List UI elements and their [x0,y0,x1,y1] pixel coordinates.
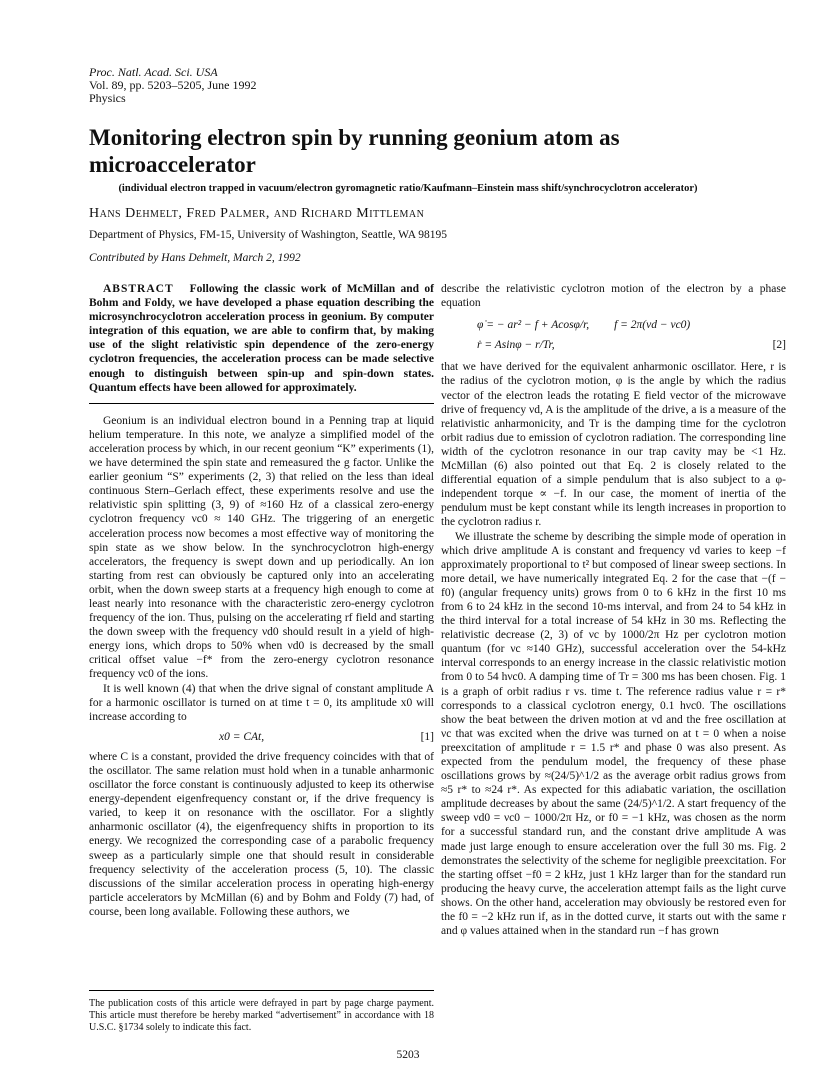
journal-header [89,66,256,105]
right-column [441,282,786,938]
left-column [89,282,434,919]
right-paragraph-3: We illustrate the scheme by describing the simple mode of operation in which drive amplitude A is constant and frequency νd varies to keep −f approximately proportional to t² but composed of linear sweep sections. In more detail, we have numerically integrated Eq. 2 for the case that −(f − f0) (angular frequency units) grows from 0 to 6 kHz in the first 10 ms from 6 to 24 kHz in the second 10-ms interval, and from 24 to 54 kHz in the third interval for a total increase of 54 kHz in 30 ms. Reflecting the relativistic decrease (2, 3) of νc by 1000/2π Hz per cyclotron motion quantum (for νc ≈140 GHz), successful acceleration over the 54-kHz interval corresponds to an energy increase in the classic relativistic motion from 0 to 54 hνc0. A damping time of Tr = 300 ms has been chosen. Fig. 1 is a graph of orbit radius r vs. time t. The reference radius value r = r* corresponds to a classical cyclotron energy, 0.1 hνc0. The oscillations show the beat between the driven motion at νd and the free oscillation at νc that was excited when the drive was turned on at t = 0 when a noise preexcitation of amplitude r = 1.5 r* and phase 0 was also present. As expected from the pendulum model, the frequency of these phase oscillations grows by ≈(24/5)^1/2 as the average orbit radius grows from ≈5 r* to ≈24 r*. As expected for this adiabatic variation, the oscillation amplitude decreases by about the same (24/5)^1/2. A start frequency of the sweep νd0 = νc0 − 1000/2π Hz, or f0 = −1 kHz, was chosen as the norm for a successful standard run, and the constant drive amplitude A was made just large enough to ensure acceleration over the full 30 ms. Fig. 2 demonstrates the selectivity of the scheme for negligible preexcitation. For the starting offset −f0 = 2 kHz, just 1 kHz larger than for the standard run producing the heavy curve, the acceleration attempt fails as the light curve shows. On the other hand, acceleration may obviously be restored even for the f0 = −2 kHz run if, as in the dotted curve, it starts out with the same r and φ values attained when in the standard run −f has grown [441,530,786,938]
authors: Hans Dehmelt, Fred Palmer, and Richard Mittleman [89,206,425,221]
paper-title: Monitoring electron spin by running geonium atom as microaccelerator [89,125,620,177]
equation-1 [89,730,434,744]
contributed-by: Contributed by Hans Dehmelt, March 2, 1992 [89,252,301,264]
equation-1-number: [1] [420,730,434,743]
abstract-text: Following the classic work of McMillan and of Bohm and Foldy, we have developed a phase equation describing the microsynchrocyclotron acceleration process in geonium. By computer integration of this equation, we are able to confirm that, by making use of the slight relativistic spin dependence of the zero-energy cyclotron frequencies, the acceleration process can be made selective enough to distinguish between spin-up and spin-down states. Quantum effects have been allowed for approximately. [89,283,434,394]
publication-footnote: The publication costs of this article were defrayed in part by page charge payment. This article must therefore be hereby marked “advertisement” in accordance with 18 U.S.C. §1734 solely to indicate this fact. [89,990,434,1034]
equation-2-phi: φ̇ = − ar² − f + Acosφ/r, [477,319,590,332]
equation-2-f: f = 2π(νd − νc0) [614,319,691,332]
abstract-divider [89,403,434,404]
body-paragraph-2: It is well known (4) that when the drive signal of constant amplitude A for a harmonic oscillator is turned on at time t = 0, its amplitude x0 will increase according to [89,682,434,723]
journal-name: Proc. Natl. Acad. Sci. USA [89,65,218,79]
journal-section: Physics [89,91,126,105]
equation-2-row-1 [441,318,786,332]
page-number: 5203 [396,1049,420,1061]
body-paragraph-1: Geonium is an individual electron bound in a Penning trap at liquid helium temperature. In this note, we analyze a simplified model of the acceleration process by which, in our recent geonium “K” experiments (1), we have determined the spin state and remeasured the g factor. Unlike the earlier geonium “S” experiments (2, 3) that relied on the less than ideal continuous Stern–Gerlach effect, these experiments resolve and use the relativistic spin splitting (3, 9) of ≈160 Hz of a classical zero-energy cyclotron frequency νc0 ≈ 140 GHz. The triggering of an energetic acceleration process now becomes a most effective way of monitoring the spin state as we show below. In the synchrocyclotron high-energy accelerators, the frequency is swept down and up periodically. An ion starting from rest can obviously be captured only into an accelerating orbit, when the down sweep starts at a frequency high enough to come at least nearly into resonance with the characteristic zero-energy cyclotron frequency of the ion. Thus, pulsing on the accelerating rf field and starting the down sweep with the frequency νd0 should result in a yield of high-energy ions, which drops to 50% when νd0 is decreased by the small critical offset value −f* from the zero-energy cyclotron resonance frequency νc0 of the ions. [89,414,434,681]
equation-1-body: x0 = CAt, [219,730,265,743]
journal-volume: Vol. 89, pp. 5203–5205, June 1992 [89,78,257,92]
body-paragraph-3: where C is a constant, provided the drive frequency coincides with that of the oscillator. The same relation must hold when in a tunable anharmonic oscillator the force constant is continuously adjusted to keep its otherwise energy-dependent eigenfrequency constant or, if the drive frequency is varied, to keep it on resonance with the oscillator. For a slightly anharmonic oscillator (4), the eigenfrequency shifts in proportion to its energy. We recognized the corresponding case of a parabolic frequency sweep as a particularly simple one that should result in considerable frequency selectivity of the acceleration process (5, 10). The classic discussions of the similar acceleration process in operating high-energy particle accelerators by McMillan (6) and by Bohm and Foldy (7) had, of course, been long available. Following these authors, we [89,750,434,918]
equation-2-number: [2] [772,339,786,352]
equation-2-row-2 [441,338,786,352]
right-paragraph-1: describe the relativistic cyclotron motion of the electron by a phase equation [441,283,786,310]
equation-2 [441,318,786,352]
abstract [89,282,434,395]
keywords: (individual electron trapped in vacuum/electron gyromagnetic ratio/Kaufmann–Einstein mass shift/synchrocyclotron accelerator) [118,183,698,194]
abstract-label: ABSTRACT [103,283,174,295]
equation-2-r: ṙ = Asinφ − r/Tr, [477,339,555,352]
affiliation: Department of Physics, FM-15, University of Washington, Seattle, WA 98195 [89,229,447,241]
right-paragraph-2: that we have derived for the equivalent anharmonic oscillator. Here, r is the radius of the cyclotron motion, φ is the angle by which the radius vector of the electron leads the rotating E field vector of the microwave drive of frequency νd, A is the amplitude of the drive, a is a measure of the relativistic anharmonicity, and Tr is the damping time for the cyclotron orbit radius due to emission of cyclotron radiation. The corresponding line width of the cyclotron resonance in our trap cavity may be <1 Hz. McMillan (6) also pointed out that Eq. 2 is closely related to the differential equation of a simple pendulum that is also subject to a φ-independent torque ∝ −f. In our case, the moment of inertia of the pendulum must be kept constant while its length increases in proportion to the cyclotron radius r. [441,361,786,529]
